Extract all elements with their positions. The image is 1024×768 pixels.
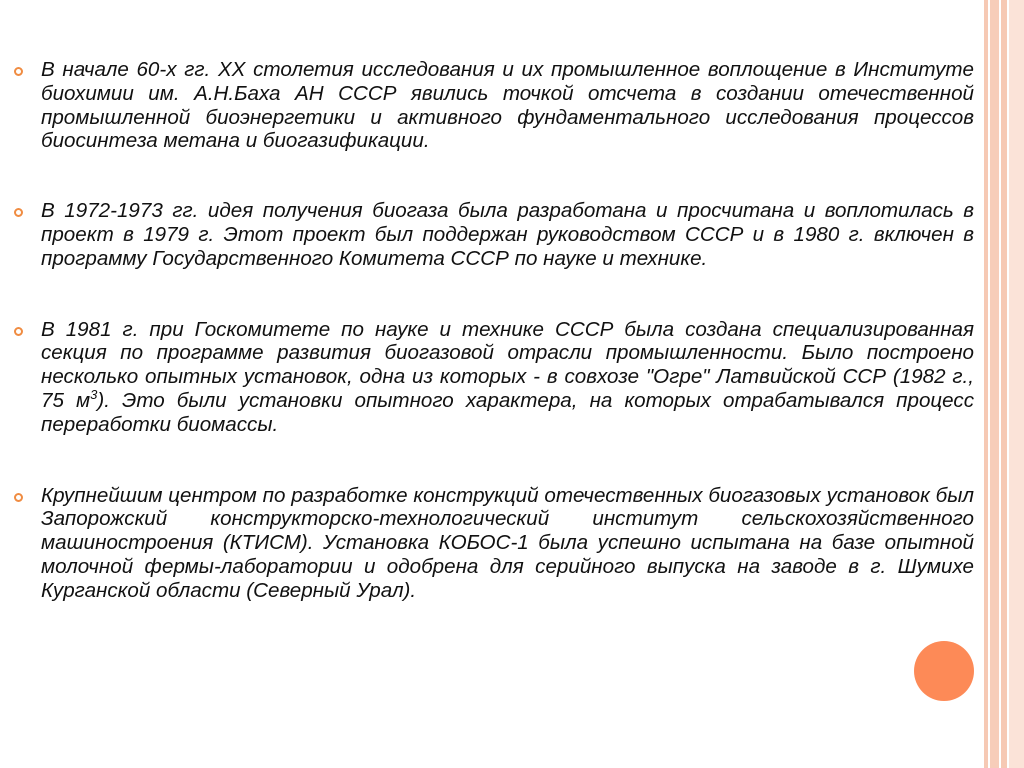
decor-stripe-1 — [984, 0, 988, 768]
bullet-item-4 — [14, 484, 974, 603]
bullet-text-1: В начале 60-х гг. ХХ столетия исследования и их промышленное воплощение в Институте биохимии им. А.Н.Баха АН СССР явились точкой отсчета в создании отечественной промышленной биоэнергетики и активного фундаментального исследования процессов биосинтеза метана и биогазификации. — [41, 58, 974, 153]
superscript-cubed: 3 — [90, 387, 98, 403]
slide-content — [14, 58, 974, 649]
bullet-item-3 — [14, 318, 974, 437]
bullet-text-3 — [41, 318, 974, 437]
bullet-text-3-after: ). Это были установки опытного характера, на которых отрабатывался процесс переработки биомассы. — [41, 388, 974, 436]
decor-stripe-4 — [1009, 0, 1024, 768]
decor-circle — [914, 641, 974, 701]
bullet-circle-icon — [14, 67, 23, 76]
bullet-circle-icon — [14, 208, 23, 217]
bullet-item-2 — [14, 199, 974, 270]
bullet-text-2: В 1972-1973 гг. идея получения биогаза была разработана и просчитана и воплотилась в проект в 1979 г. Этот проект был поддержан руководством СССР и в 1980 г. включен в программу Государственного Комитета СССР по науке и технике. — [41, 199, 974, 270]
decor-stripe-2 — [990, 0, 999, 768]
bullet-circle-icon — [14, 493, 23, 502]
bullet-text-3-before: В 1981 г. при Госкомитете по науке и технике СССР была создана специализированная секция по программе развития биогазовой отрасли промышленности. Было построено несколько опытных установок, одна из которых - в совхозе "Огре" Латвийской ССР (1982 г., 75 м — [41, 317, 974, 412]
bullet-text-4: Крупнейшим центром по разработке конструкций отечественных биогазовых установок был Запорожский конструкторско-технологический институт сельскохозяйственного машиностроения (КТИСМ). Установка КОБОС-1 была успешно испытана на базе опытной молочной фермы-лаборатории и одобрена для серийного выпуска на заводе в г. Шумихе Курганской области (Северный Урал). — [41, 483, 974, 602]
bullet-circle-icon — [14, 327, 23, 336]
decor-stripe-3 — [1001, 0, 1007, 768]
bullet-item-1 — [14, 58, 974, 153]
